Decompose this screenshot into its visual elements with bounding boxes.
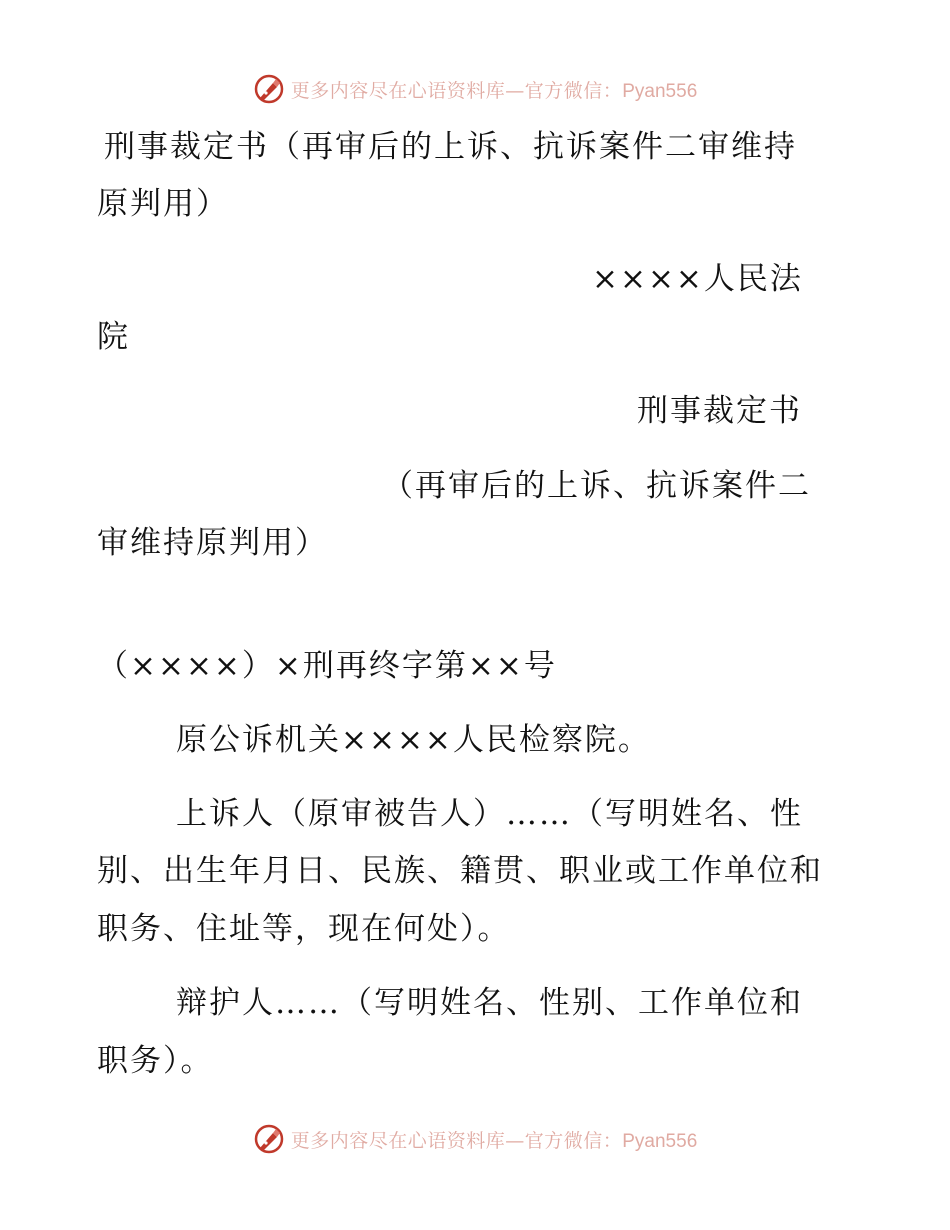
watermark-label: 更多内容尽在心语资料库—官方微信： (290, 79, 623, 102)
subtitle-line-2: 审维持原判用） (97, 525, 328, 561)
subtitle-line-1: （再审后的上诉、抗诉案件二 (382, 468, 811, 504)
court-name-line-2: 院 (97, 319, 130, 355)
watermark-wechat-id: Pyan556 (622, 80, 698, 102)
case-number: （××××）×刑再终字第××号 (97, 648, 557, 684)
heading-line-1: 刑事裁定书（再审后的上诉、抗诉案件二审维持 (104, 129, 797, 165)
watermark-header (0, 72, 950, 106)
appellant-line-1: 上诉人（原审被告人）……（写明姓名、性 (176, 796, 803, 832)
appellant-line-2: 别、出生年月日、民族、籍贯、职业或工作单位和 (97, 853, 823, 889)
prosecutor-line: 原公诉机关××××人民检察院。 (176, 722, 651, 758)
court-name-line-1: ××××人民法 (592, 261, 803, 297)
watermark-text (291, 76, 698, 103)
watermark-label: 更多内容尽在心语资料库—官方微信： (290, 1129, 623, 1152)
watermark-footer (0, 1122, 950, 1156)
defender-line-2: 职务）。 (97, 1043, 214, 1079)
heading-line-2: 原判用） (97, 186, 229, 222)
appellant-line-3: 职务、住址等，现在何处）。 (97, 911, 511, 947)
watermark-wechat-id: Pyan556 (622, 1130, 698, 1152)
document-title: 刑事裁定书 (637, 393, 802, 429)
pen-logo-icon (253, 73, 285, 105)
watermark-text (291, 1126, 698, 1153)
pen-logo-icon (253, 1123, 285, 1155)
defender-line-1: 辩护人……（写明姓名、性别、工作单位和 (176, 985, 803, 1021)
